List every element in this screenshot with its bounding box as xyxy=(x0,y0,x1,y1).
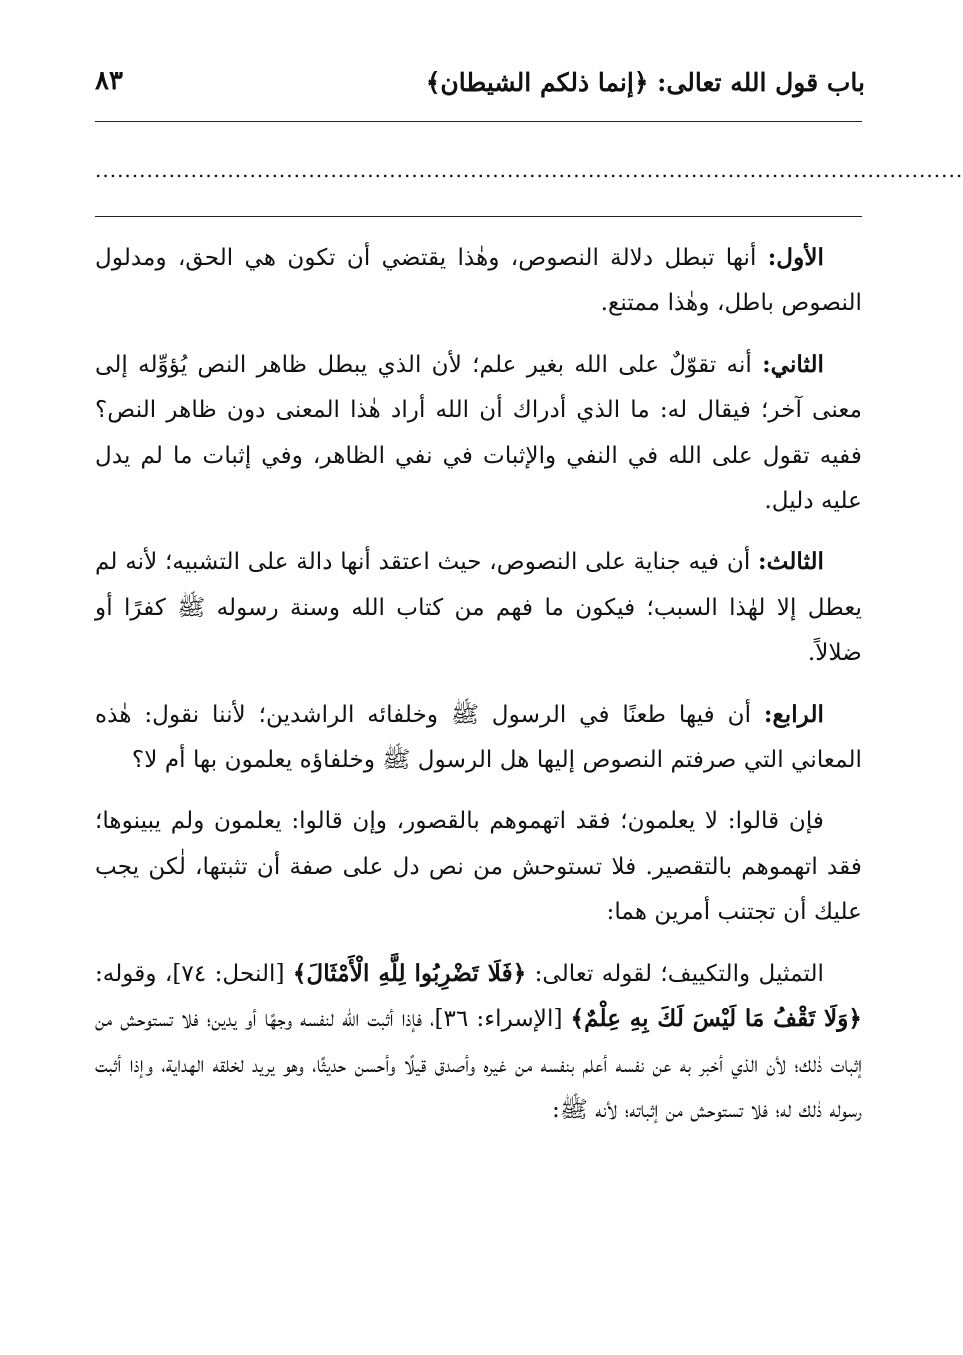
quran-verse: ﴿وَلَا تَقْفُ مَا لَيْسَ لَكَ بِهِ عِلْمٌ﴾ xyxy=(570,1005,862,1033)
paragraph-first xyxy=(95,235,862,326)
paragraph-text: أن فيها طعنًا في الرسول ﷺ وخلفائه الراشدين؛ لأننا نقول: هٰذه المعاني التي صرفتم النصوص إليها هل الرسول ﷺ وخلفاؤه يعلمون بها أم لا؟ xyxy=(95,700,862,774)
dotted-separator: ...................................................................................................................... xyxy=(95,158,963,182)
paragraph-text: أنه تقوّلٌ على الله بغير علم؛ لأن الذي يبطل ظاهر النص يُؤوِّله إلى معنى آخر؛ فيقال له: ما الذي أدراك أن الله أراد هٰذا المعنى دون ظاهر النص؟ ففيه تقول على الله في النفي والإثبات في نفي الظاهر، وفي إثبات ما لم يدل عليه دليل. xyxy=(95,350,862,515)
page-header xyxy=(95,60,865,110)
paragraph-text: [الإسراء: ٣٦]، فإذا أثبت الله لنفسه وجهًا أو يدين؛ فلا تستوحش من إثبات ذٰلك؛ لأن الذي أخبر به عن نفسه أعلم بنفسه من غيره وأصدق قيلًا وأحسن حديثًا، وهو يريد لخلقه الهداية، وإذا أثبت رسوله ذٰلك له؛ فلا تستوحش من إثباته؛ لأنه ﷺ: xyxy=(95,1005,862,1123)
paragraph-text: [النحل: ٧٤]، وقوله: xyxy=(95,959,293,987)
paragraph-lead: الثاني: xyxy=(762,350,824,378)
paragraph-fourth xyxy=(95,692,862,783)
quran-verse: ﴿فَلَا تَضْرِبُوا لِلَّهِ الْأَمْثَالَ﴾ xyxy=(292,959,527,987)
paragraph-lead: الثالث: xyxy=(758,548,824,576)
paragraph-third xyxy=(95,539,862,675)
paragraph-second xyxy=(95,342,862,524)
paragraph-text: التمثيل والتكييف؛ لقوله تعالى: xyxy=(526,959,824,987)
paragraph-lead: الأول: xyxy=(767,244,824,271)
page-number: ٨٣ xyxy=(95,66,123,96)
paragraph-lead: الرابع: xyxy=(763,700,824,728)
chapter-title: باب قول الله تعالى: ﴿إنما ذلكم الشيطان﴾ xyxy=(425,68,865,97)
header-rule xyxy=(95,121,862,122)
paragraph-text: فإن قالوا: لا يعلمون؛ فقد اتهموهم بالقصور، وإن قالوا: يعلمون ولم يبينوها؛ فقد اتهموهم بالتقصير. فلا تستوحش من نص دل على صفة أن تثبتها، لٰكن يجب عليك أن تجتنب أمرين هما: xyxy=(95,807,862,926)
paragraph-sixth xyxy=(95,951,862,1133)
paragraph-text: أنها تبطل دلالة النصوص، وهٰذا يقتضي أن تكون هي الحق، ومدلول النصوص باطل، وهٰذا ممتنع. xyxy=(95,244,862,317)
paragraph-fifth xyxy=(95,798,862,934)
section-rule xyxy=(95,216,862,217)
page-body xyxy=(95,235,862,1148)
paragraph-text: أن فيه جناية على النصوص، حيث اعتقد أنها دالة على التشبيه؛ لأنه لم يعطل إلا لهٰذا السبب؛ فيكون ما فهم من كتاب الله وسنة رسوله ﷺ كفرًا أو ضلالاً. xyxy=(95,548,862,667)
